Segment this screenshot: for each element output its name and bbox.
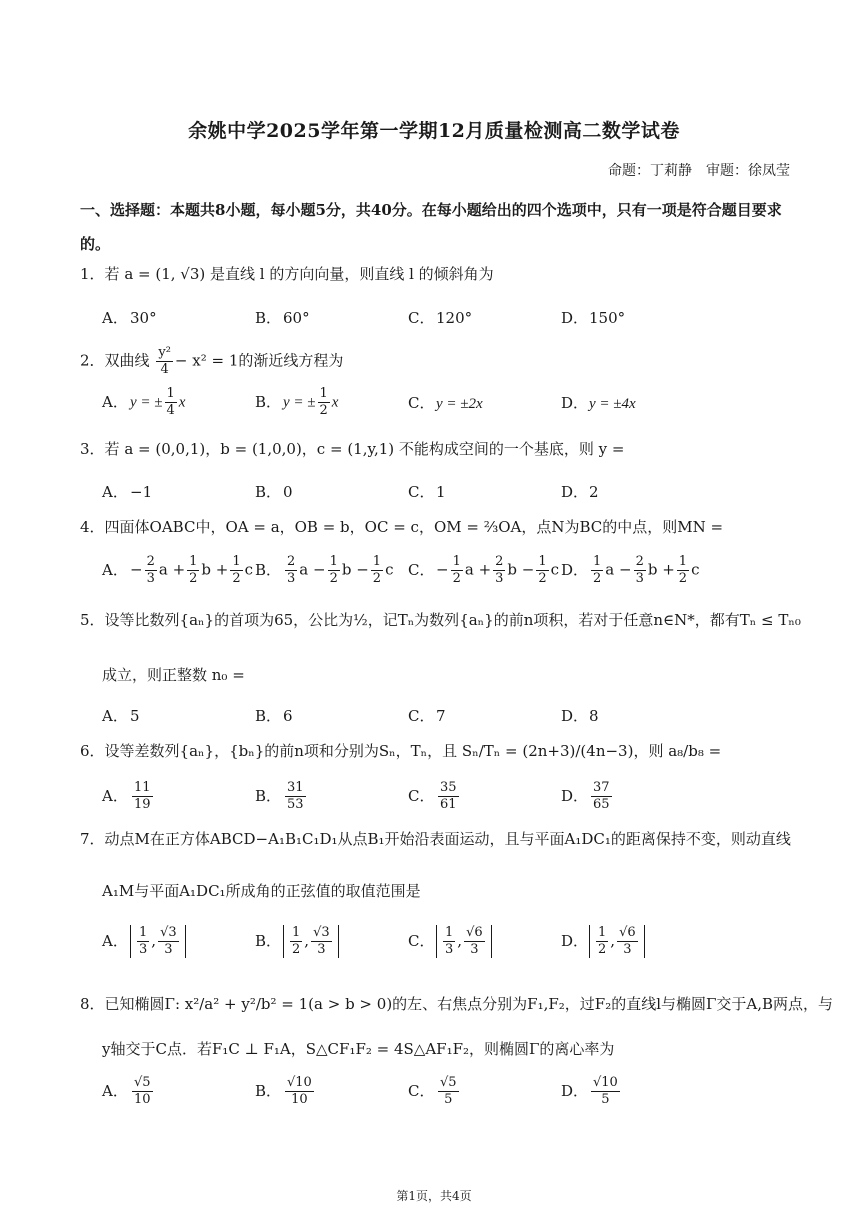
q2-option-c: C． y = ±2x <box>408 394 483 412</box>
question-8: 8．已知椭圆Γ: x²/a² + y²/b² = 1(a > b > 0)的左、右焦点分别为F₁,F₂，过F₂的直线l与椭圆Γ交于A,B两点，与 <box>80 995 834 1013</box>
q7-option-b: B． $\frac{1}{2}$ , $\frac{√3}{3}$ <box>255 925 339 958</box>
section-heading: 一、选择题：本题共8小题，每小题5分，共40分。在每小题给出的四个选项中，只有一项是符合题目要求的。 <box>80 201 782 253</box>
q7-option-d: D． $\frac{1}{2}$ , $\frac{√6}{3}$ <box>561 925 645 958</box>
question-5: 5．设等比数列{aₙ}的首项为65，公比为½，记Tₙ为数列{aₙ}的前n项积，若对于任意n∈N*，都有Tₙ ≤ Tₙ₀ <box>80 611 801 629</box>
q1-option-b: B． 60° <box>255 309 310 327</box>
q4-option-d: D． $\frac{1}{2}$ a − $\frac{2}{3}$ b + $\frac{1}{2}$ c <box>561 554 700 586</box>
q6-option-d: D． $\frac{37}{65}$ <box>561 780 610 812</box>
q8-option-c: C． $\frac{√5}{5}$ <box>408 1075 457 1107</box>
q5-option-a: A． 5 <box>102 707 140 725</box>
q5-option-c: C． 7 <box>408 707 446 725</box>
q1-option-d: D．150° <box>561 309 626 327</box>
q3-option-c: C． 1 <box>408 483 446 501</box>
q7-option-a: A． $\frac{1}{3}$ , $\frac{√3}{3}$ <box>102 925 186 958</box>
q4-option-c: C． − $\frac{1}{2}$ a + $\frac{2}{3}$ b − $\frac{1}{2}$ c <box>408 554 560 586</box>
question-4: 4．四面体OABC中，OA = a，OB = b，OC = c，OM = ⅔OA，点N为BC的中点，则MN = <box>80 518 724 536</box>
q3-option-b: B． 0 <box>255 483 293 501</box>
page-title: 余姚中学2025学年第一学期12月质量检测高二数学试卷 <box>188 120 680 142</box>
question-5-continued: 成立，则正整数 n₀ = <box>102 666 245 684</box>
q4-option-a: A． − $\frac{2}{3}$ a + $\frac{1}{2}$ b + $\frac{1}{2}$ c <box>102 554 254 586</box>
question-7: 7．动点M在正方体ABCD−A₁B₁C₁D₁从点B₁开始沿表面运动，且与平面A₁DC₁的距离保持不变，则动直线 <box>80 830 791 848</box>
q4-option-b: B． $\frac{2}{3}$ a − $\frac{1}{2}$ b − $\frac{1}{2}$ c <box>255 554 394 586</box>
page-number: 第1页，共4页 <box>396 1189 472 1203</box>
q1-option-c: C． 120° <box>408 309 473 327</box>
q8-option-b: B． $\frac{√10}{10}$ <box>255 1075 312 1107</box>
question-7-continued: A₁M与平面A₁DC₁所成角的正弦值的取值范围是 <box>102 882 421 900</box>
q1-option-a: A． 30° <box>102 309 157 327</box>
question-stem: 若 a = (1, √3) 是直线 l 的方向向量，则直线 l 的倾斜角为 <box>104 265 494 283</box>
question-number: 1． <box>80 265 105 283</box>
question-6: 6．设等差数列{aₙ}，{bₙ}的前n项和分别为Sₙ，Tₙ，且 Sₙ/Tₙ = (2n+3)/(4n−3)，则 a₈/b₈ = <box>80 742 722 760</box>
author-credits: 命题：丁莉静 审题：徐凤莹 <box>608 163 790 179</box>
question-1 <box>80 263 494 284</box>
q5-option-b: B． 6 <box>255 707 293 725</box>
q8-option-a: A． $\frac{√5}{10}$ <box>102 1075 151 1107</box>
q6-option-b: B． $\frac{31}{53}$ <box>255 780 304 812</box>
q7-option-c: C． $\frac{1}{3}$ , $\frac{√6}{3}$ <box>408 925 492 958</box>
question-2: 2．双曲线 $\frac{\text{y²}}{4}$ − x² = 1的渐近线方程为 <box>80 345 344 377</box>
question-8-continued: y轴交于C点．若F₁C ⊥ F₁A，S△CF₁F₂ = 4S△AF₁F₂，则椭圆Γ的离心率为 <box>102 1040 615 1058</box>
q2-option-d: D．y = ±4x <box>561 394 636 412</box>
q3-option-d: D．2 <box>561 483 599 501</box>
q6-option-c: C． $\frac{35}{61}$ <box>408 780 457 812</box>
q6-option-a: A． $\frac{11}{19}$ <box>102 780 151 812</box>
q2-option-b: B． y = ± $\frac{1}{2}$ x <box>255 386 339 418</box>
q2-option-a: A． y = ± $\frac{1}{4}$ x <box>102 386 186 418</box>
fraction: $\frac{\text{y²}}{4}$ <box>158 345 171 377</box>
q5-option-d: D．8 <box>561 707 599 725</box>
question-3: 3．若 a = (0,0,1)，b = (1,0,0)，c = (1,y,1) 不能构成空间的一个基底，则 y = <box>80 440 625 458</box>
q3-option-a: A． −1 <box>102 483 153 501</box>
q8-option-d: D． $\frac{√10}{5}$ <box>561 1075 618 1107</box>
